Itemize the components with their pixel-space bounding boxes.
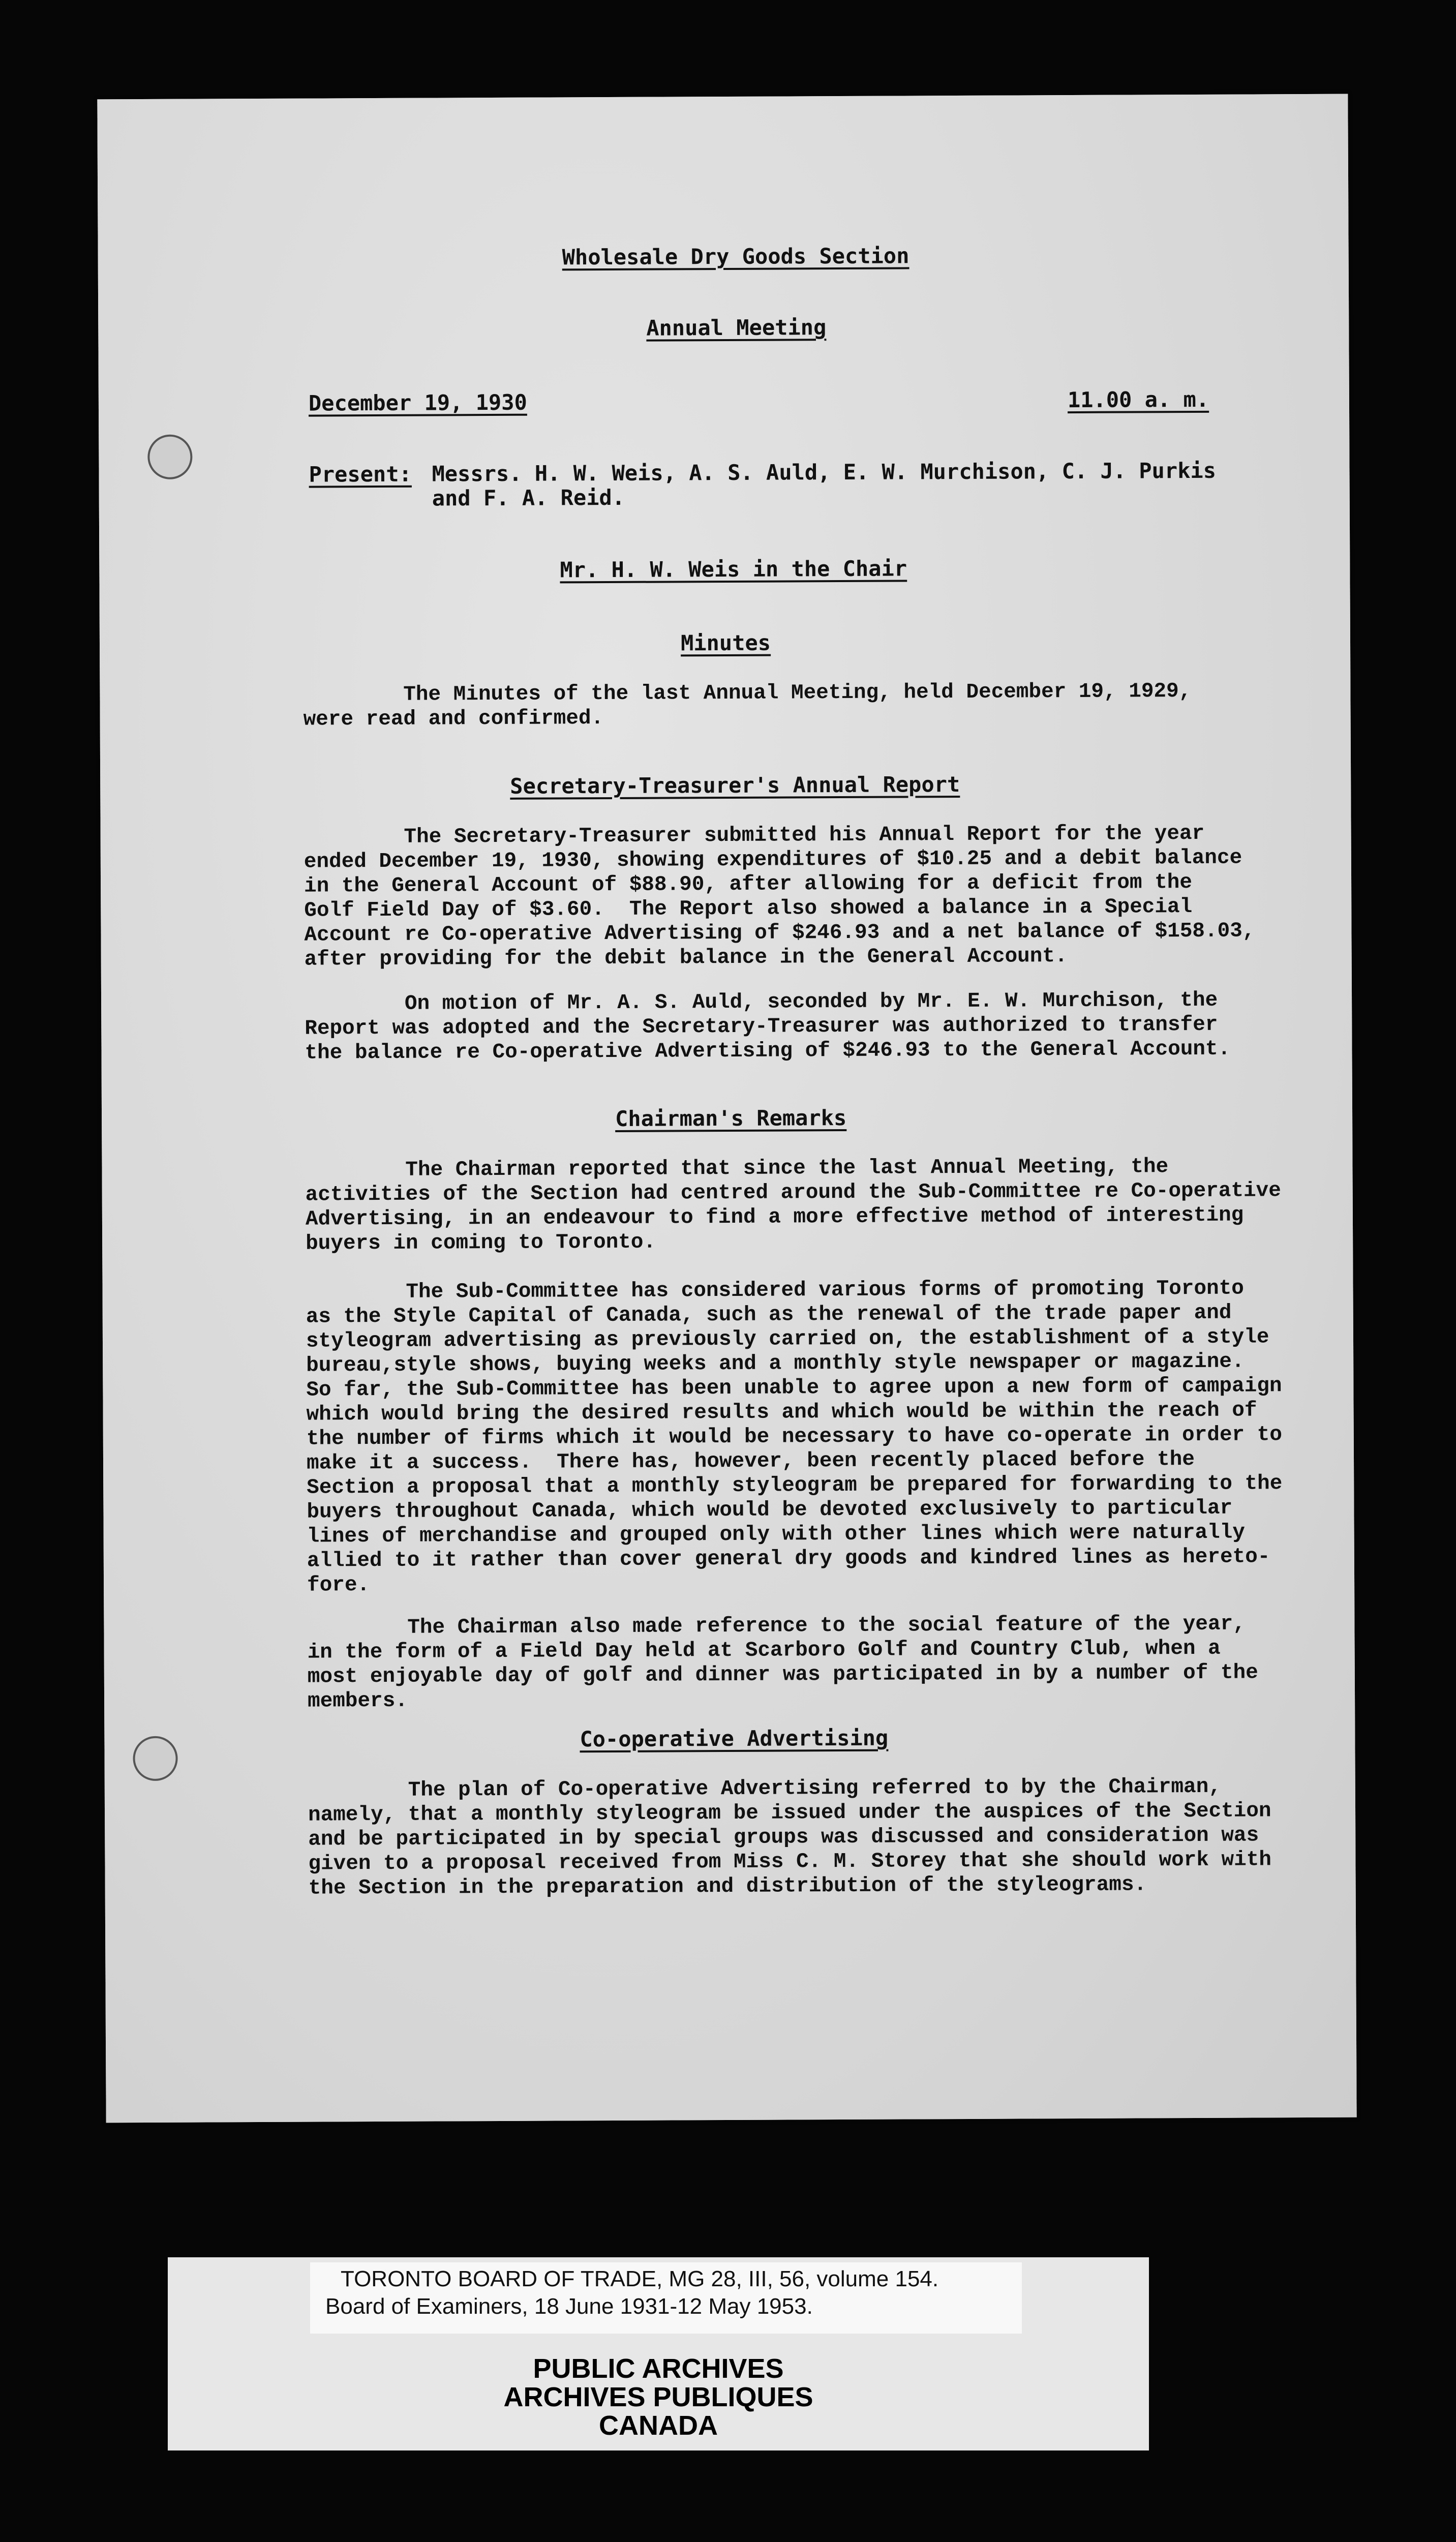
chair-heading: Mr. H. W. Weis in the Chair bbox=[560, 556, 907, 583]
archive-country: CANADA bbox=[599, 2410, 718, 2441]
report-heading: Secretary-Treasurer's Annual Report bbox=[510, 771, 960, 799]
remarks-paragraph-3: The Chairman also made reference to the social feature of the year, in the form of a Field Day held at Scarboro Golf and Country Club, when a most enjoyable day of golf and dinner was participated in by a number of the members. bbox=[307, 1612, 1258, 1713]
archive-name-french: ARCHIVES PUBLIQUES bbox=[503, 2382, 813, 2412]
coop-heading: Co-operative Advertising bbox=[580, 1725, 889, 1752]
punch-hole-bottom bbox=[133, 1736, 177, 1781]
coop-paragraph: The plan of Co-operative Advertising referred to by the Chairman, namely, that a monthly styleogram be issued under the auspices of the Section and be participated in by special groups was discussed and consideration was given to a proposal received from Miss C. M. Storey that she should work with the Section in the preparation and distribution of the styleograms. bbox=[308, 1775, 1272, 1900]
remarks-heading: Chairman's Remarks bbox=[615, 1105, 847, 1131]
document-page bbox=[97, 94, 1356, 2123]
remarks-paragraph-1: The Chairman reported that since the last Annual Meeting, the activities of the Section had centred around the Sub-Committee re Co-operative Advertising, in an endeavour to find a more effective method of interesting buyers in coming to Toronto. bbox=[305, 1155, 1281, 1256]
meeting-date: December 19, 1930 bbox=[308, 389, 527, 416]
section-title: Wholesale Dry Goods Section bbox=[562, 243, 909, 270]
remarks-paragraph-2: The Sub-Committee has considered various forms of promoting Toronto as the Style Capital of Canada, such as the renewal of the trade paper and styleogram advertising as previously carried on, the establishment of a style bureau,style shows, buying weeks and a monthly style newspaper or magazine. So far, the Sub-Committee has been unable to agree upon a new form of campaign which would bring the desired results and which would be within the reach of the number of firms which it would be necessary to have co-operate in order to make it a success. There has, however, been recently placed before the Section a proposal that a monthly styleogram be prepared for forwarding to the buyers throughout Canada, which would be devoted exclusively to particular lines of merchandise and grouped only with other lines which were naturally allied to it rather than cover general dry goods and kindred lines as hereto- fore. bbox=[306, 1277, 1283, 1597]
archive-reference-line1: TORONTO BOARD OF TRADE, MG 28, III, 56, volume 154. bbox=[341, 2266, 939, 2291]
minutes-paragraph: The Minutes of the last Annual Meeting, held December 19, 1929, were read and confirmed. bbox=[303, 680, 1192, 732]
meeting-time: 11.00 a. m. bbox=[1067, 386, 1209, 413]
present-names-line1: Messrs. H. W. Weis, A. S. Auld, E. W. Murchison, C. J. Purkis bbox=[432, 458, 1217, 487]
minutes-heading: Minutes bbox=[680, 630, 771, 656]
archive-reference-line2: Board of Examiners, 18 June 1931-12 May 1953. bbox=[325, 2294, 813, 2319]
present-names-line2: and F. A. Reid. bbox=[432, 485, 625, 511]
archive-name-english: PUBLIC ARCHIVES bbox=[533, 2353, 784, 2384]
meeting-title: Annual Meeting bbox=[646, 315, 827, 341]
report-paragraph-1: The Secretary-Treasurer submitted his Annual Report for the year ended December 19, 1930, showing expenditures of $10.25 and a debit balance in the General Account of $88.90, after allowing for a deficit from the Golf Field Day of $3.60. The Report also showed a balance in a Special Account re Co-operative Advertising of $246.93 and a net balance of $158.03, after providing for the debit balance in the General Account. bbox=[304, 822, 1255, 972]
present-label: Present: bbox=[309, 461, 412, 487]
report-paragraph-2: On motion of Mr. A. S. Auld, seconded by Mr. E. W. Murchison, the Report was adopted and the Secretary-Treasurer was authorized to transfer the balance re Co-operative Advertising of $246.93 to the General Account. bbox=[305, 988, 1231, 1065]
punch-hole-top bbox=[147, 435, 192, 479]
